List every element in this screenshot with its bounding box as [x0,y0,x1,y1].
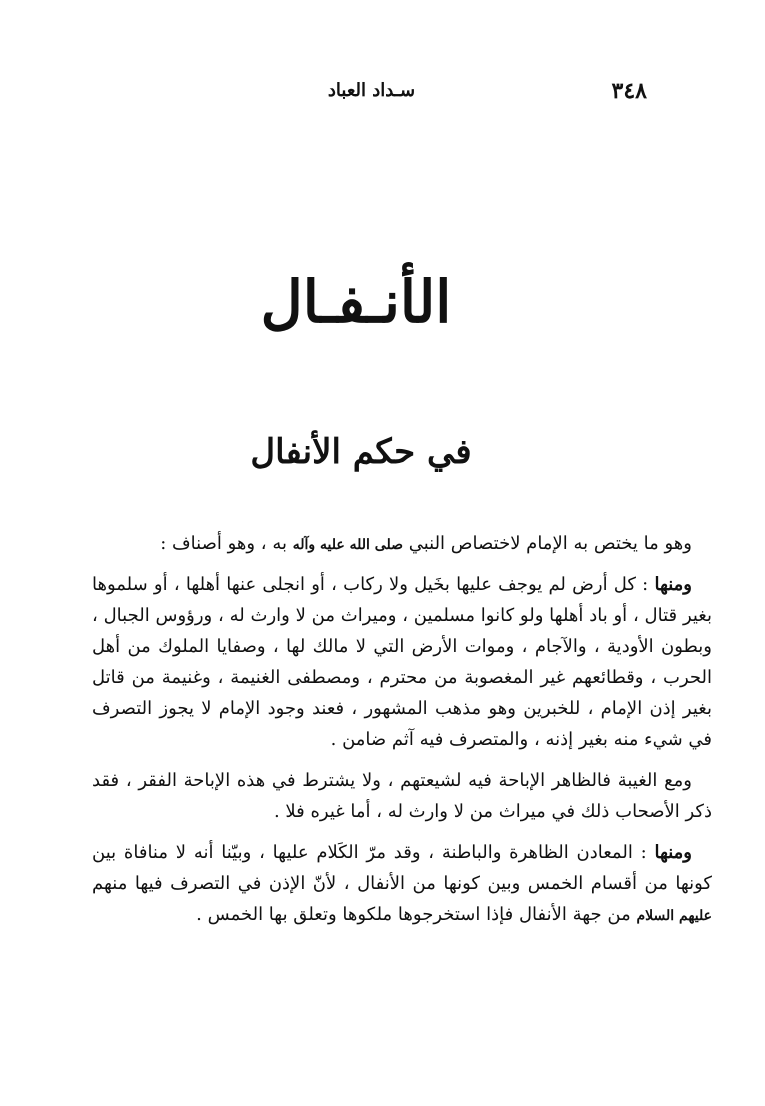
paragraph-mines-text: : المعادن الظاهرة والباطنة ، وقد مرّ الكَلام عليها ، وبيّنا أنه لا منافاة بين كونها من أقسام الخمس وبين كونها من الأنفال ، لأنّ الإذن في التصرف فيها منهم [92,842,712,894]
paragraph-intro-text-end: به ، وهو أصناف : [160,533,293,554]
paragraph-intro-text: وهو ما يختص به الإمام لاختصاص النبي [402,533,692,554]
paragraph-mines [92,837,712,932]
section-title: في حكم الأنفال [250,432,472,472]
paragraph-categories-text: : كل أرض لم يوجف عليها بخَيل ولا ركاب ، أو انجلى عنها أهلها ، أو سلموها بغير قتال ، أو باد أهلها ولو كانوا مسلمين ، وميراث من لا وارث له ، ورؤوس الجبال ، وبطون الأودية ، والآجام ، وموات الأرض التي لا مالك لها ، وصفايا الملوك من أهل الحرب ، وقطائعهم غير المغصوبة من محترم ، ومصطفى الغنيمة ، وغنيمة من قاتل بغير إذن الإمام ، للخبرين وهو مذهب المشهور ، فعند وجود الإمام لا يجوز التصرف في شيء منه بغير إذنه ، والمتصرف فيه آثم ضامن . [92,574,712,750]
paragraph-lead: ومنها [654,842,692,863]
chapter-title: الأنـفـال [260,268,452,336]
body-text [92,528,712,942]
page-number: ٣٤٨ [611,78,647,104]
paragraph-mines-text-end: من جهة الأنفال فإذا استخرجوها ملكوها وتعلق بها الخمس . [196,904,637,925]
paragraph-occultation-text: ومع الغيبة فالظاهر الإباحة فيه لشيعتهم ، ولا يشترط في هذه الإباحة الفقر ، فقد ذكر الأصحاب ذلك في ميراث من لا وارث له ، أما غيره فلا . [92,770,712,822]
honorific-glyph: عليهم السلام [636,908,712,924]
running-head [96,78,647,108]
paragraph-intro [92,528,712,561]
paragraph-occultation [92,765,712,827]
paragraph-categories [92,569,712,755]
book-title: سـداد العباد [327,80,416,101]
honorific-glyph: صلى الله عليه وآله [292,537,403,553]
paragraph-lead: ومنها [654,574,692,595]
